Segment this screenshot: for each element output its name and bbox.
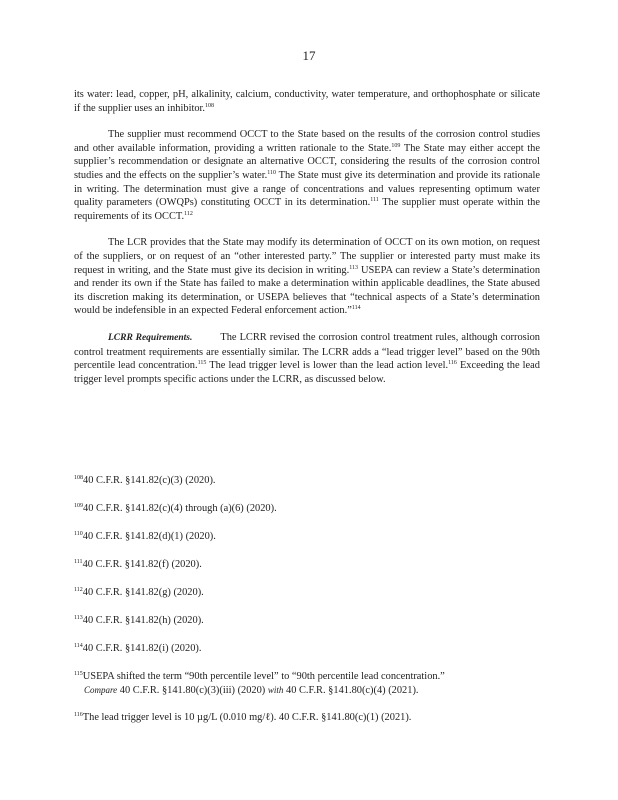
footnote-ref: 111 — [370, 197, 379, 204]
page-number: 17 — [302, 48, 316, 63]
footnote-114: $^{114}$40 C.F.R. §141.82(i) (2020). — [74, 643, 202, 654]
footnote-ref: 116 — [448, 360, 457, 367]
footnote-ref: 113 — [349, 264, 359, 271]
paragraph-lcr-modification: The LCR provides that the State may modify its determination of OCCT on its own motion, on request of the suppliers, or on request of an “other interested party.” The supplier or interested party must make its request in writing, and the State must give its decision in writing.$^{113}$ USEPA can review a State’s determination and render its own if the State has failed to make a determination within applicable deadlines, the State abused its discretion making its determination, or USEPA believes that “technical aspects of a State’s determination would be indefensible in an expected Federal enforcement action.”$^{114}$ — [74, 237, 541, 317]
paragraph-intro: its water: lead, copper, pH, alkalinity, calcium, conductivity, water temperature, and orthophosphate or silicate if the supplier uses an inhibitor.$^{108}$ — [74, 89, 540, 114]
paragraph-supplier-recommendation: The supplier must recommend OCCT to the State based on the results of the corrosion control studies and other available information, providing a written rationale to the State.$^{109}$ The State may either accept the supplier’s recommendation or designate an alternative OCCT, considering the results of the corrosion control studies and the effects on the supplier’s water.$^{110}$ The State must give its determination and provide its rationale in writing. The determination must give a range of concentrations and values representing optimum water quality parameters (OWQPs) constituting OCCT in its determination.$^{111}$ The supplier must operate within the requirements of its OCCT.$^{112}$ — [74, 129, 541, 222]
footnote-109: $^{109}$40 C.F.R. §141.82(c)(4) through (a)(6) (2020). — [74, 503, 277, 514]
body-text — [74, 88, 540, 386]
footnote-ref: 109 — [391, 142, 401, 149]
footnote-108: $^{108}$40 C.F.R. §141.82(c)(3) (2020). — [74, 475, 216, 486]
footnote-112: $^{112}$40 C.F.R. §141.82(g) (2020). — [74, 587, 204, 598]
footnote-116: $^{116}$The lead trigger level is 10 µg/L (0.010 mg/ℓ). 40 C.F.R. §141.80(c)(1) (2021). — [74, 712, 412, 723]
paragraph-lcrr-requirements: LCRR Requirements. The LCRR revised the corrosion control treatment rules, although corrosion control treatment requirements are essentially similar. The LCRR adds a “lead trigger level” based on the 90th percentile lead concentration.$^{115}$ The lead trigger level is lower than the lead action level.$^{116}$ Exceeding the lead trigger level prompts specific actions under the LCRR, as discussed below. — [74, 331, 540, 385]
footnote-ref: 110 — [267, 169, 276, 176]
footnote-ref: 112 — [184, 210, 193, 217]
footnote-115: $^{115}$USEPA shifted the term “90th percentile level” to “90th percentile lead concentration.” Compare 40 C.F.R. §141.80(c)(3)(iii) (2020) with 40 C.F.R. §141.80(c)(4) (2021). — [74, 671, 445, 696]
footnote-ref: 114 — [351, 305, 361, 312]
footnote-110: $^{110}$40 C.F.R. §141.82(d)(1) (2020). — [74, 531, 216, 542]
footnote-113: $^{113}$40 C.F.R. §141.82(h) (2020). — [74, 615, 204, 626]
footnote-111: $^{111}$40 C.F.R. §141.82(f) (2020). — [74, 559, 202, 570]
section-heading: LCRR Requirements. — [108, 332, 193, 343]
footnote-ref: 115 — [197, 360, 207, 367]
footnotes — [74, 474, 554, 739]
footnote-ref: 108 — [205, 102, 215, 109]
